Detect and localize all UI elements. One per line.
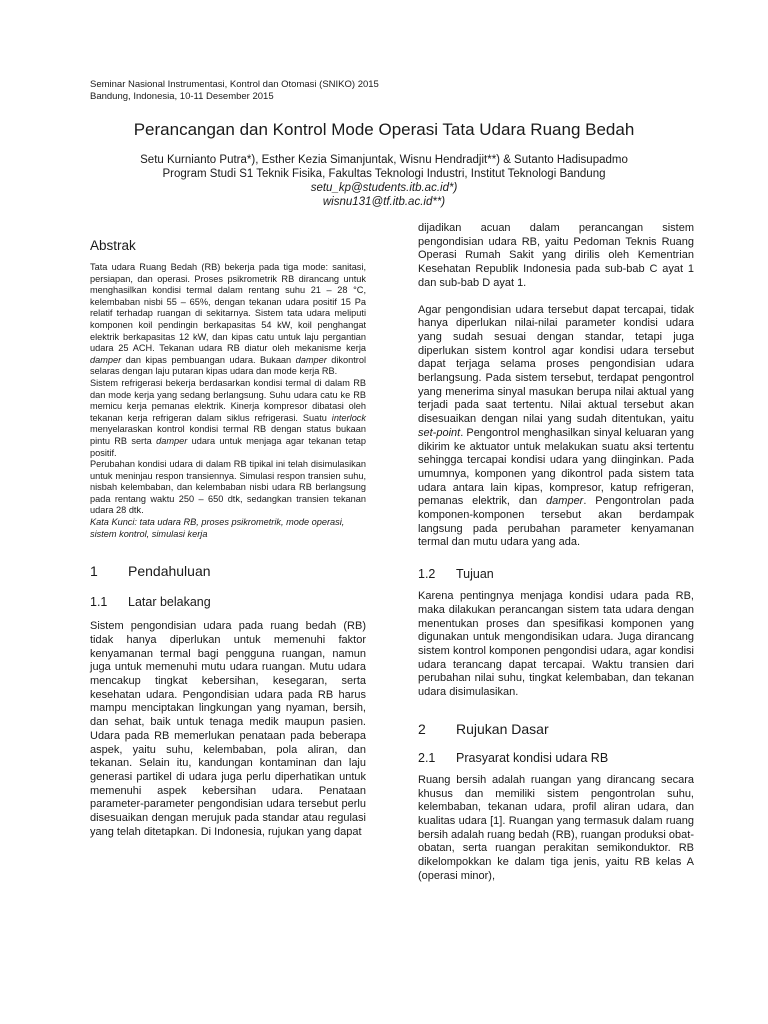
section-2-1-text <box>418 774 694 884</box>
abstract-paragraph-1: Tata udara Ruang Bedah (RB) bekerja pada tiga mode: sanitasi, persiapan, dan operasi. Proses psikrometrik RB dirancang untuk menghasilkan kondisi termal dalam rentang suhu 21 – 28 °C, kelembaban nisbi 55 – 65%, dengan tekanan udara positif 15 Pa relatif terhadap ruangan di sekitarnya. Sistem tata udara meliputi komponen koil pendingin berkapasitas 54 kW, koil penghangat elektrik berkapasitas 12 kW, dan kipas catu untuk laju pergantian udara 25 ACH. Tekanan udara RB diatur oleh mekanisme kerja damper dan kipas pembuangan udara. Bukaan damper dikontrol selaras dengan laju putaran kipas udara dan mode kerja RB. <box>90 262 366 377</box>
subsection-heading-1-2: 1.2 Tujuan <box>418 567 494 582</box>
left-column <box>90 228 366 840</box>
abstract-paragraph-2: Sistem refrigerasi bekerja berdasarkan kondisi termal di dalam RB dan mode kerja yang sedang berlangsung. Suhu udara catu ke RB memicu kerja pemanas elektrik. Kinerja kompresor dibatasi oleh tekanan kerja refrigeran dalam siklus refrigerasi. Suatu interlock menyelaraskan kontrol kondisi termal RB dengan status bukaan pintu RB serta damper udara untuk menjaga agar tekanan tetap positif. <box>90 377 366 458</box>
paper-title: Perancangan dan Kontrol Mode Operasi Tata Udara Ruang Bedah <box>133 120 635 139</box>
section-1-2-text <box>418 590 694 700</box>
subsection-heading-1-1: 1.1 Latar belakang <box>90 595 211 610</box>
paragraph: dijadikan acuan dalam perancangan sistem pengondisian udara RB, yaitu Pedoman Teknis Ruang Operasi Rumah Sakit yang dirilis oleh Kementrian Kesehatan Republik Indonesia pada sub-bab C ayat 1 dan sub-bab D ayat 1. <box>418 222 694 289</box>
right-body-1 <box>418 222 694 550</box>
section-1-1-text <box>90 620 366 839</box>
paragraph: Agar pengondisian udara tersebut dapat tercapai, tidak hanya diperlukan nilai-nilai parameter kondisi udara yang sudah sesuai dengan standar, tetapi juga diperlukan sistem kontrol agar kondisi udara tersebut dapat terjaga selama proses pengondisian udara berlangsung. Pada sistem tersebut, terdapat pengontrol yang menerima sinyal masukan berupa nilai aktual yang terjadi pada saat tertentu. Nilai aktual tersebut akan disesuaikan dengan nilai yang sudah ditentukan, yaitu set-point. Pengontrol menghasilkan sinyal keluaran yang dikirim ke aktuator untuk melakukan suatu aksi tertentu sehingga tercapai kondisi udara yang diinginkan. Pada umumnya, komponen yang dikontrol pada sistem tata udara antara lain kipas, kompresor, katup refrigeran, pemanas elektrik, dan damper. Pengontrolan pada komponen-komponen tersebut akan berdampak langsung pada perubahan parameter kenyamanan termal dan mutu udara yang ada. <box>418 303 694 549</box>
paragraph: Karena pentingnya menjaga kondisi udara pada RB, maka dilakukan perancangan sistem tata udara dengan menentukan proses dan spesifikasi komponen yang digunakan untuk mengondisikan udara. Juga dirancang sistem kontrol komponen pengondisi udara, agar kondisi udara terancang dapat tercapai. Waktu transien dari perubahan nilai suhu, tingkat kelembaban, dan tekanan udara disimulasikan. <box>418 590 694 699</box>
abstract-paragraph-3: Perubahan kondisi udara di dalam RB tipikal ini telah disimulasikan untuk meninjau respon transiennya. Simulasi respon transien suhu, nisbah kelembaban, dan kelembaban nisbi udara RB berlangsung pada rentang waktu 250 – 650 dtk, sedangkan transien tekanan udara 28 dtk. <box>90 459 366 516</box>
author-block <box>0 153 768 209</box>
author-names: Setu Kurnianto Putra*), Esther Kezia Simanjuntak, Wisnu Hendradjit**) & Sutanto Hadisupadmo <box>140 154 628 166</box>
section-heading-2: 2 Rujukan Dasar <box>418 720 549 737</box>
conference-location-date: Bandung, Indonesia, 10-11 Desember 2015 <box>90 91 274 102</box>
paragraph: Sistem pengondisian udara pada ruang bedah (RB) tidak hanya diperlukan untuk memenuhi faktor kenyamanan termal bagi pengguna ruangan, namun juga untuk memenuhi mutu udara ruangan. Mutu udara mencakup tingkat kebersihan, kesegaran, serta kesehatan udara. Pengondisian udara pada RB harus mampu menciptakan lingkungan yang nyaman, bersih, dan sehat, baik untuk tenaga medik maupun pasien. Udara pada RB memerlukan penataan pada beberapa aspek, yaitu suhu, kelembaban, pola aliran, dan tekanan. Selain itu, kandungan kontaminan dan laju generasi partikel di udara juga perlu diperhatikan untuk memenuhi aspek kebersihan udara. Penataan parameter-parameter pengondisian udara tersebut perlu disesuaikan dengan merujuk pada standar atau regulasi yang telah ditetapkan. Di Indonesia, rujukan yang dapat <box>90 620 366 838</box>
author-email-2: wisnu131@tf.itb.ac.id**) <box>322 196 446 208</box>
paragraph: Ruang bersih adalah ruangan yang dirancang secara khusus dan memiliki sistem pengontrolan suhu, kelembaban, tekanan udara, profil aliran udara, dan kualitas udara [1]. Ruangan yang termasuk dalam ruang bersih adalah ruang bedah (RB), ruangan produksi obat-obatan, serta ruangan perakitan semikonduktor. RB dikelompokkan ke dalam tiga jenis, yaitu RB kelas A (operasi minor), <box>418 773 694 882</box>
author-email-1: setu_kp@students.itb.ac.id*) <box>310 182 458 194</box>
author-affiliation: Program Studi S1 Teknik Fisika, Fakultas Teknologi Industri, Institut Teknologi Bandung <box>162 168 606 180</box>
abstract-heading: Abstrak <box>90 238 136 253</box>
subsection-heading-2-1: 2.1 Prasyarat kondisi udara RB <box>418 750 609 765</box>
conference-header <box>90 79 379 103</box>
right-column <box>418 222 694 883</box>
conference-name: Seminar Nasional Instrumentasi, Kontrol dan Otomasi (SNIKO) 2015 <box>90 79 379 90</box>
keywords: Kata Kunci: tata udara RB, proses psikrometrik, mode operasi, sistem kontrol, simulasi kerja <box>90 517 345 539</box>
abstract-body <box>90 262 366 517</box>
section-heading-1: 1 Pendahuluan <box>90 563 211 580</box>
